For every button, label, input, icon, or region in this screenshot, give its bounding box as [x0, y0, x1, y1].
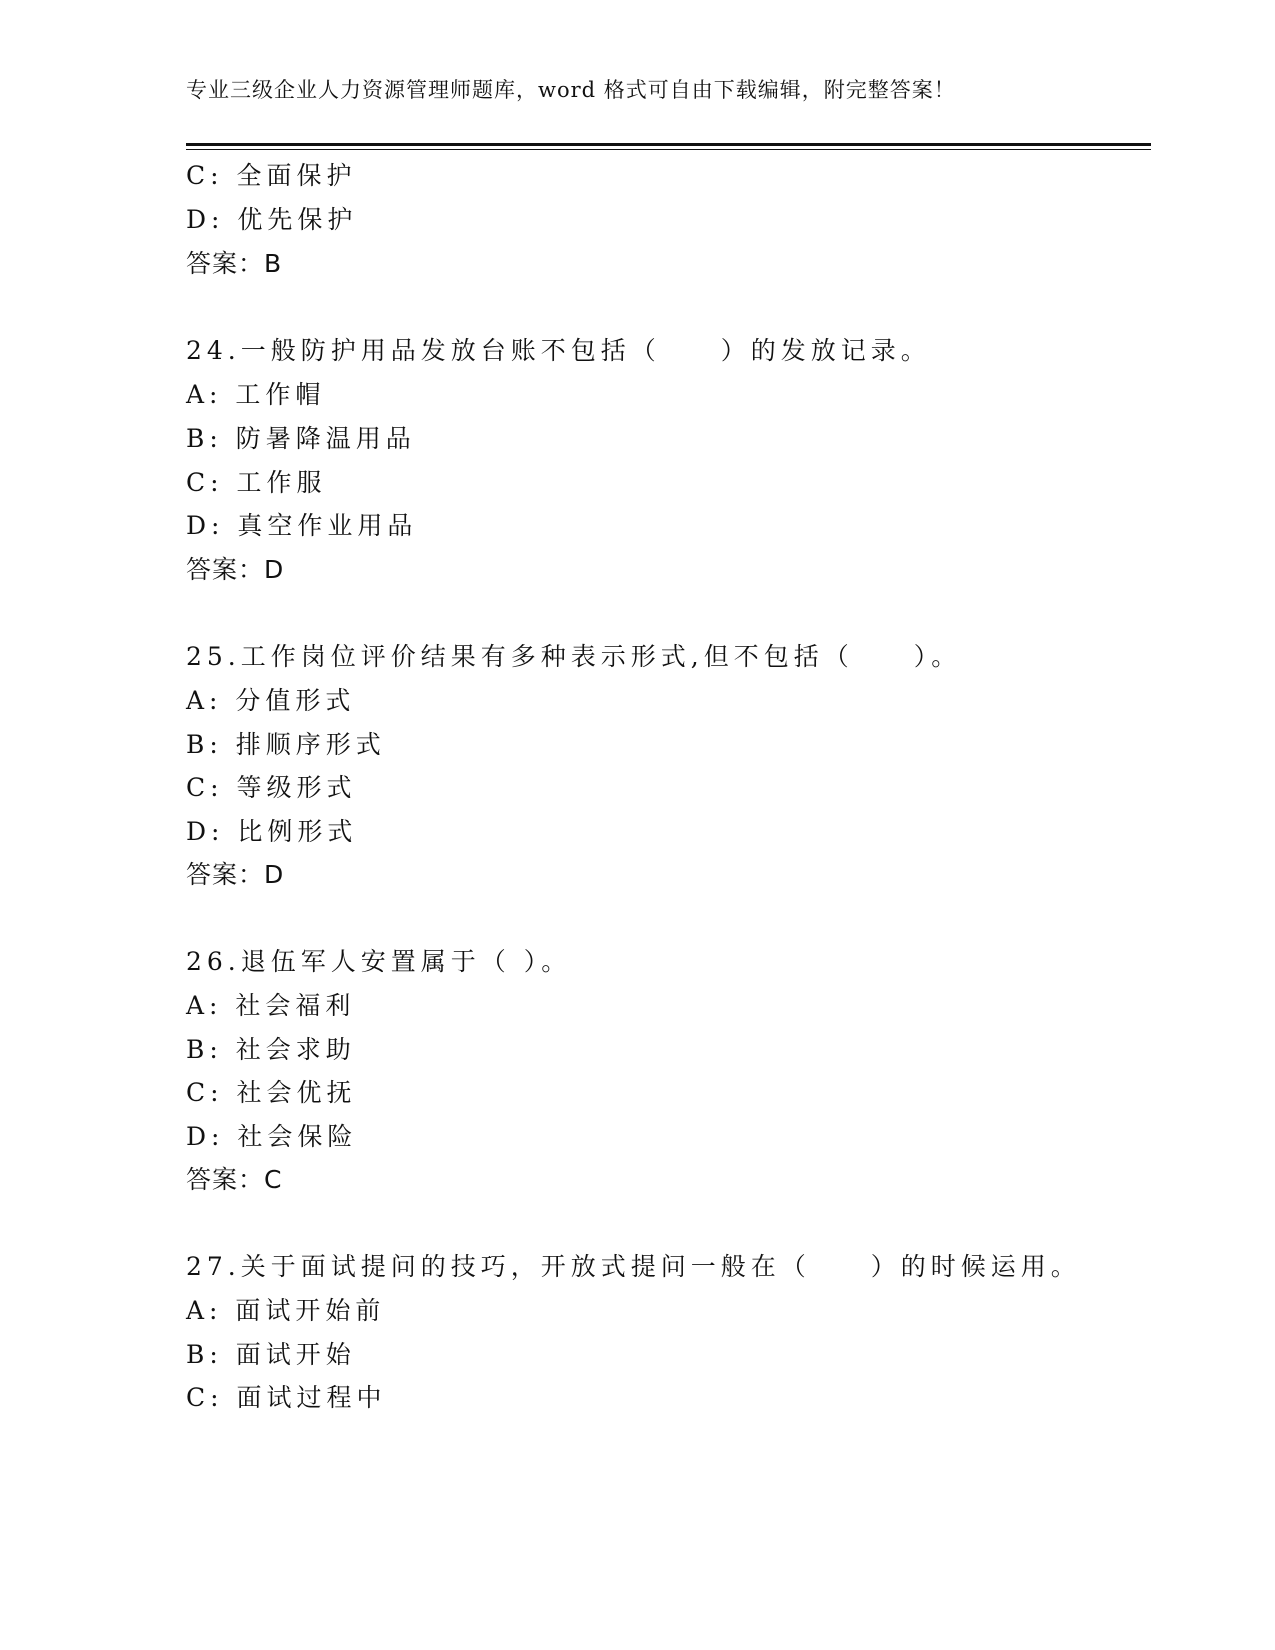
answer-25: 答案：D — [186, 860, 285, 889]
option-25-a: A: 分值形式 — [186, 686, 356, 715]
answer-26: 答案：C — [186, 1165, 283, 1194]
option-26-a: A: 社会福利 — [186, 991, 356, 1020]
option-25-c: C: 等级形式 — [186, 773, 357, 802]
option-26-c: C: 社会优抚 — [186, 1078, 357, 1107]
option-23-d: D: 优先保护 — [186, 205, 358, 234]
option-24-d: D: 真空作业用品 — [186, 511, 418, 540]
option-27-c: C: 面试过程中 — [186, 1383, 387, 1412]
page-header: 专业三级企业人力资源管理师题库，word 格式可自由下载编辑，附完整答案！ — [186, 78, 956, 102]
option-25-b: B: 排顺序形式 — [186, 730, 386, 759]
option-26-d: D: 社会保险 — [186, 1122, 358, 1151]
header-rule-thin — [186, 149, 1151, 150]
question-26: 26.退伍军人安置属于（ ）。 — [186, 947, 572, 976]
question-24: 24.一般防护用品发放台账不包括（ ）的发放记录。 — [186, 336, 931, 365]
option-27-a: A: 面试开始前 — [186, 1296, 386, 1325]
option-26-b: B: 社会求助 — [186, 1035, 356, 1064]
option-24-c: C: 工作服 — [186, 468, 327, 497]
answer-24: 答案：D — [186, 555, 285, 584]
question-25: 25.工作岗位评价结果有多种表示形式,但不包括（ ）。 — [186, 642, 962, 671]
option-27-b: B: 面试开始 — [186, 1340, 356, 1369]
question-27: 27.关于面试提问的技巧，开放式提问一般在（ ）的时候运用。 — [186, 1252, 1081, 1281]
option-23-c: C: 全面保护 — [186, 161, 357, 190]
option-24-b: B: 防暑降温用品 — [186, 424, 416, 453]
option-25-d: D: 比例形式 — [186, 817, 358, 846]
answer-23: 答案：B — [186, 249, 283, 278]
header-rule-thick — [186, 143, 1151, 146]
option-24-a: A: 工作帽 — [186, 380, 326, 409]
